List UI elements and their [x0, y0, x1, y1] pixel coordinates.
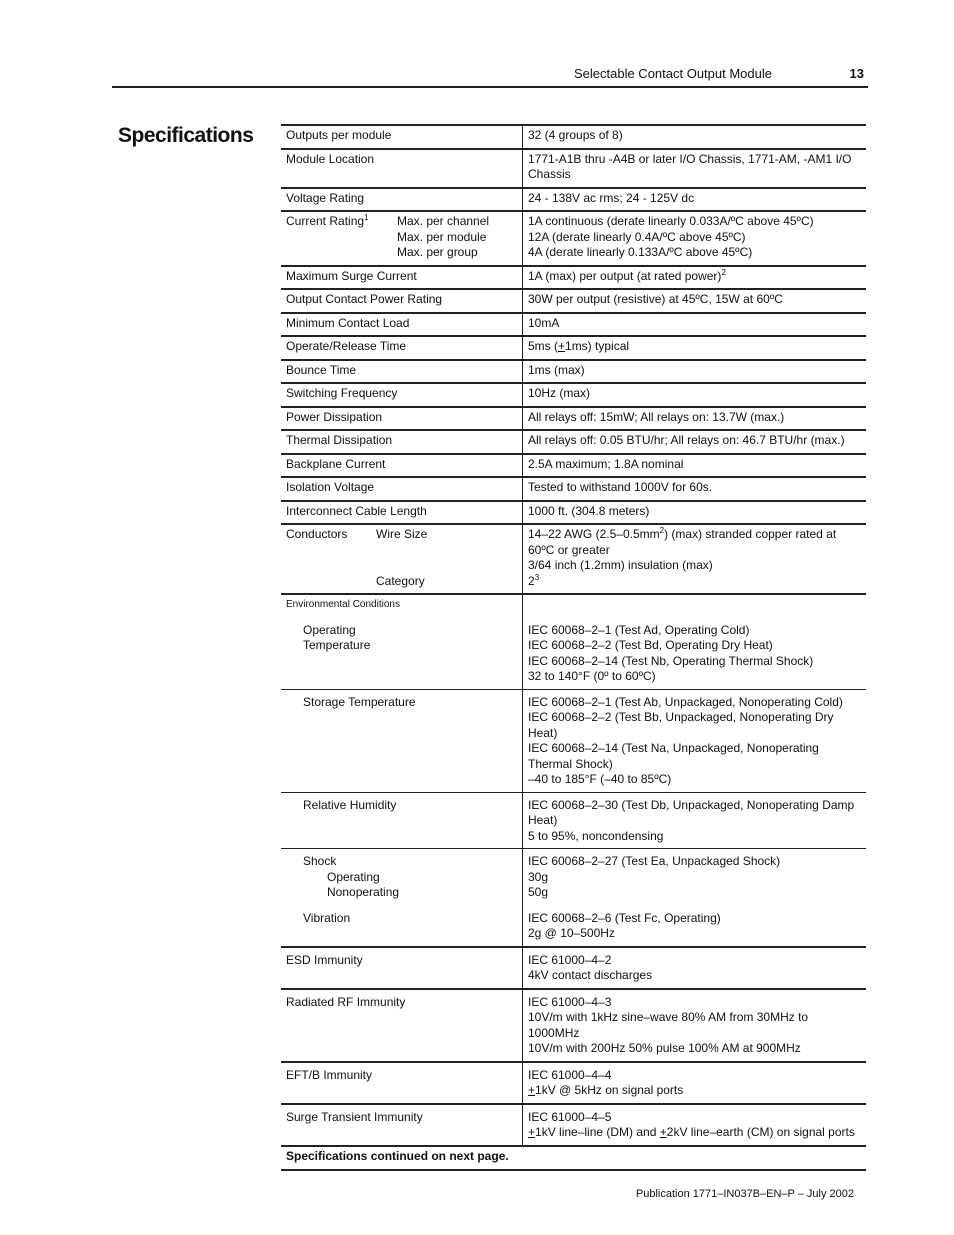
table-row: [281, 689, 866, 792]
table-row: [281, 1146, 866, 1171]
publication-footer: Publication 1771–IN037B–EN–P – July 2002: [635, 1188, 854, 1200]
table-row: [281, 149, 866, 188]
sub-label: Wire Size: [376, 527, 428, 541]
table-row: [281, 266, 866, 290]
table-row: [281, 501, 866, 525]
table-row: [281, 477, 866, 501]
spec-label: Minimum Contact Load: [281, 313, 523, 337]
spec-value: 10Hz (max): [523, 383, 867, 407]
spec-value: [523, 524, 867, 594]
spec-value: [523, 947, 867, 989]
page-number: 13: [849, 66, 864, 81]
table-row: [281, 947, 866, 989]
value-line: [528, 1125, 861, 1141]
table-row: [281, 905, 866, 947]
value-line: IEC 61000–4–4: [528, 1067, 612, 1082]
spec-label: [281, 617, 523, 690]
spec-value: [523, 689, 867, 792]
spec-label: Radiated RF Immunity: [281, 989, 523, 1062]
spec-label: Power Dissipation: [281, 407, 523, 431]
table-row: [281, 336, 866, 360]
conductors-label: Conductors: [286, 527, 348, 541]
spec-value: 24 - 138V ac rms; 24 - 125V dc: [523, 188, 867, 212]
spec-value: 1771-A1B thru -A4B or later I/O Chassis, 1771-AM, -AM1 I/O Chassis: [523, 149, 867, 188]
value-line: IEC 60068–2–27 (Test Ea, Unpackaged Shock): [528, 854, 781, 868]
spec-label: Backplane Current: [281, 454, 523, 478]
sub-label: Max. per group: [397, 245, 478, 259]
spec-label: [281, 524, 523, 594]
current-rating-label: Current Rating: [286, 214, 365, 228]
value-text: ) (max) stranded copper rated at 60ºC or greater: [528, 527, 837, 557]
table-row: [281, 125, 866, 149]
sub-label: Max. per module: [397, 229, 487, 244]
spec-label: Output Contact Power Rating: [281, 289, 523, 313]
header-title: Selectable Contact Output Module: [573, 66, 772, 81]
value-line: IEC 61000–4–2: [528, 952, 612, 967]
value-line: 5 to 95%, noncondensing: [528, 828, 664, 843]
spec-value: 10mA: [523, 313, 867, 337]
spec-value: [523, 1104, 867, 1146]
table-row: [281, 1062, 866, 1104]
table-row: [281, 407, 866, 431]
table-row: [281, 289, 866, 313]
value-line: IEC 60068–2–14 (Test Nb, Operating Thermal Shock): [528, 653, 814, 668]
spec-value: All relays off: 15mW; All relays on: 13.7W (max.): [523, 407, 867, 431]
value-line: 10V/m with 200Hz 50% pulse 100% AM at 900MHz: [528, 1041, 801, 1055]
value-line: 3/64 inch (1.2mm) insulation (max): [528, 558, 713, 572]
spec-value: [523, 792, 867, 849]
table-row: [281, 211, 866, 266]
value-line: 2g @ 10–500Hz: [528, 926, 615, 940]
spec-value: [523, 1062, 867, 1104]
spec-label: Interconnect Cable Length: [281, 501, 523, 525]
sub-label: Temperature: [303, 638, 371, 652]
spec-label: Module Location: [281, 149, 523, 188]
sub-label: Operating: [303, 622, 356, 637]
value-text: 1kV line–line (DM) and: [535, 1125, 660, 1139]
value-text: 2: [528, 573, 535, 588]
spec-value: [523, 989, 867, 1062]
value-line: 50g: [528, 885, 549, 899]
value-line: [528, 574, 861, 590]
table-row: [281, 989, 866, 1062]
value-line: 10V/m with 1kHz sine–wave 80% AM from 30MHz to 1000MHz: [528, 1010, 809, 1040]
table-row: [281, 313, 866, 337]
table-row: [281, 383, 866, 407]
value-line: 1A continuous (derate linearly 0.033A/ºC above 45ºC): [528, 214, 814, 228]
spec-label: Storage Temperature: [281, 689, 523, 792]
spec-label: Bounce Time: [281, 360, 523, 384]
page-header: [112, 66, 868, 88]
value-line: IEC 60068–2–6 (Test Fc, Operating): [528, 910, 721, 925]
spec-label: Outputs per module: [281, 125, 523, 149]
value-text: 1ms) typical: [565, 339, 630, 353]
value-text: 14–22 AWG (2.5–0.5mm: [528, 527, 660, 541]
env-label: Environmental Conditions: [286, 599, 400, 610]
section-title: Specifications: [118, 124, 254, 147]
table-row: [281, 430, 866, 454]
table-row: [281, 594, 866, 617]
value-line: 30g: [528, 869, 549, 884]
value-line: IEC 60068–2–1 (Test Ad, Operating Cold): [528, 622, 750, 637]
footnote-marker: 1: [364, 213, 369, 222]
value-line: IEC 61000–4–3: [528, 994, 612, 1009]
spec-value: [523, 905, 867, 947]
value-line: –40 to 185°F (–40 to 85ºC): [528, 772, 672, 786]
spec-value: [523, 211, 867, 266]
spec-label: EFT/B Immunity: [281, 1062, 523, 1104]
table-row: [281, 360, 866, 384]
spec-label: Voltage Rating: [281, 188, 523, 212]
spec-label: Switching Frequency: [281, 383, 523, 407]
value-line: 4A (derate linearly 0.133A/ºC above 45ºC): [528, 245, 753, 259]
value-line: IEC 60068–2–30 (Test Db, Unpackaged, Nonoperating Damp Heat): [528, 797, 855, 827]
spec-label: Relative Humidity: [281, 792, 523, 849]
value-text: 1A (max) per output (at rated power): [528, 268, 722, 283]
value-line: IEC 60068–2–2 (Test Bd, Operating Dry Heat): [528, 638, 773, 652]
spec-value: [523, 266, 867, 290]
spec-label: Operate/Release Time: [281, 336, 523, 360]
value-line: 32 to 140°F (0º to 60ºC): [528, 669, 656, 683]
sub-label: Max. per channel: [397, 214, 490, 228]
spec-value: [523, 594, 867, 617]
spec-value: All relays off: 0.05 BTU/hr; All relays on: 46.7 BTU/hr (max.): [523, 430, 867, 454]
value-text: 5ms (: [528, 339, 558, 353]
spec-value: 32 (4 groups of 8): [523, 125, 867, 149]
sub-label: Shock: [303, 854, 337, 868]
table-row: [281, 849, 866, 905]
sub-label: Nonoperating: [327, 885, 400, 899]
table-row: [281, 792, 866, 849]
table-row: [281, 454, 866, 478]
plus-minus: +: [558, 339, 566, 353]
spec-label: Surge Transient Immunity: [281, 1104, 523, 1146]
spec-label: Thermal Dissipation: [281, 430, 523, 454]
value-line: IEC 61000–4–5: [528, 1109, 612, 1124]
sub-label: Operating: [327, 869, 380, 884]
spec-value: 1ms (max): [523, 360, 867, 384]
superscript: 2: [659, 526, 665, 535]
spec-label: ESD Immunity: [281, 947, 523, 989]
sub-label: Category: [376, 573, 425, 588]
footnote-marker: 2: [721, 267, 726, 277]
spec-label: Maximum Surge Current: [281, 266, 523, 290]
table-row: [281, 1104, 866, 1146]
spec-label: [281, 211, 523, 266]
spec-table: [281, 124, 866, 1171]
value-line: IEC 60068–2–14 (Test Na, Unpackaged, Nonoperating Thermal Shock): [528, 741, 819, 771]
spec-value: 30W per output (resistive) at 45ºC, 15W at 60ºC: [523, 289, 867, 313]
plus-minus: +: [528, 1125, 536, 1139]
spec-value: Tested to withstand 1000V for 60s.: [523, 477, 867, 501]
spec-label: Vibration: [281, 905, 523, 947]
footnote-marker: 3: [534, 572, 540, 582]
spec-value: 2.5A maximum; 1.8A nominal: [523, 454, 867, 478]
plus-minus: +: [659, 1125, 667, 1139]
value-line: IEC 60068–2–1 (Test Ab, Unpackaged, Nonoperating Cold): [528, 694, 843, 709]
value-line: [528, 527, 861, 558]
spec-label: Isolation Voltage: [281, 477, 523, 501]
value-line: IEC 60068–2–2 (Test Bb, Unpackaged, Nonoperating Dry Heat): [528, 710, 834, 740]
value-line: 4kV contact discharges: [528, 968, 653, 982]
spec-value: 1000 ft. (304.8 meters): [523, 501, 867, 525]
value-text: 1kV @ 5kHz on signal ports: [535, 1083, 684, 1097]
table-row: [281, 188, 866, 212]
value-line: [528, 1083, 861, 1099]
plus-minus: +: [528, 1083, 536, 1097]
table-row: [281, 524, 866, 594]
value-text: 2kV line–earth (CM) on signal ports: [666, 1125, 855, 1139]
spec-label: [281, 849, 523, 905]
spec-value: [523, 617, 867, 690]
spec-value: [523, 849, 867, 905]
table-row: [281, 617, 866, 690]
spec-value: [523, 336, 867, 360]
value-line: 12A (derate linearly 0.4A/ºC above 45ºC): [528, 229, 746, 244]
table-footer-note: Specifications continued on next page.: [281, 1146, 866, 1171]
